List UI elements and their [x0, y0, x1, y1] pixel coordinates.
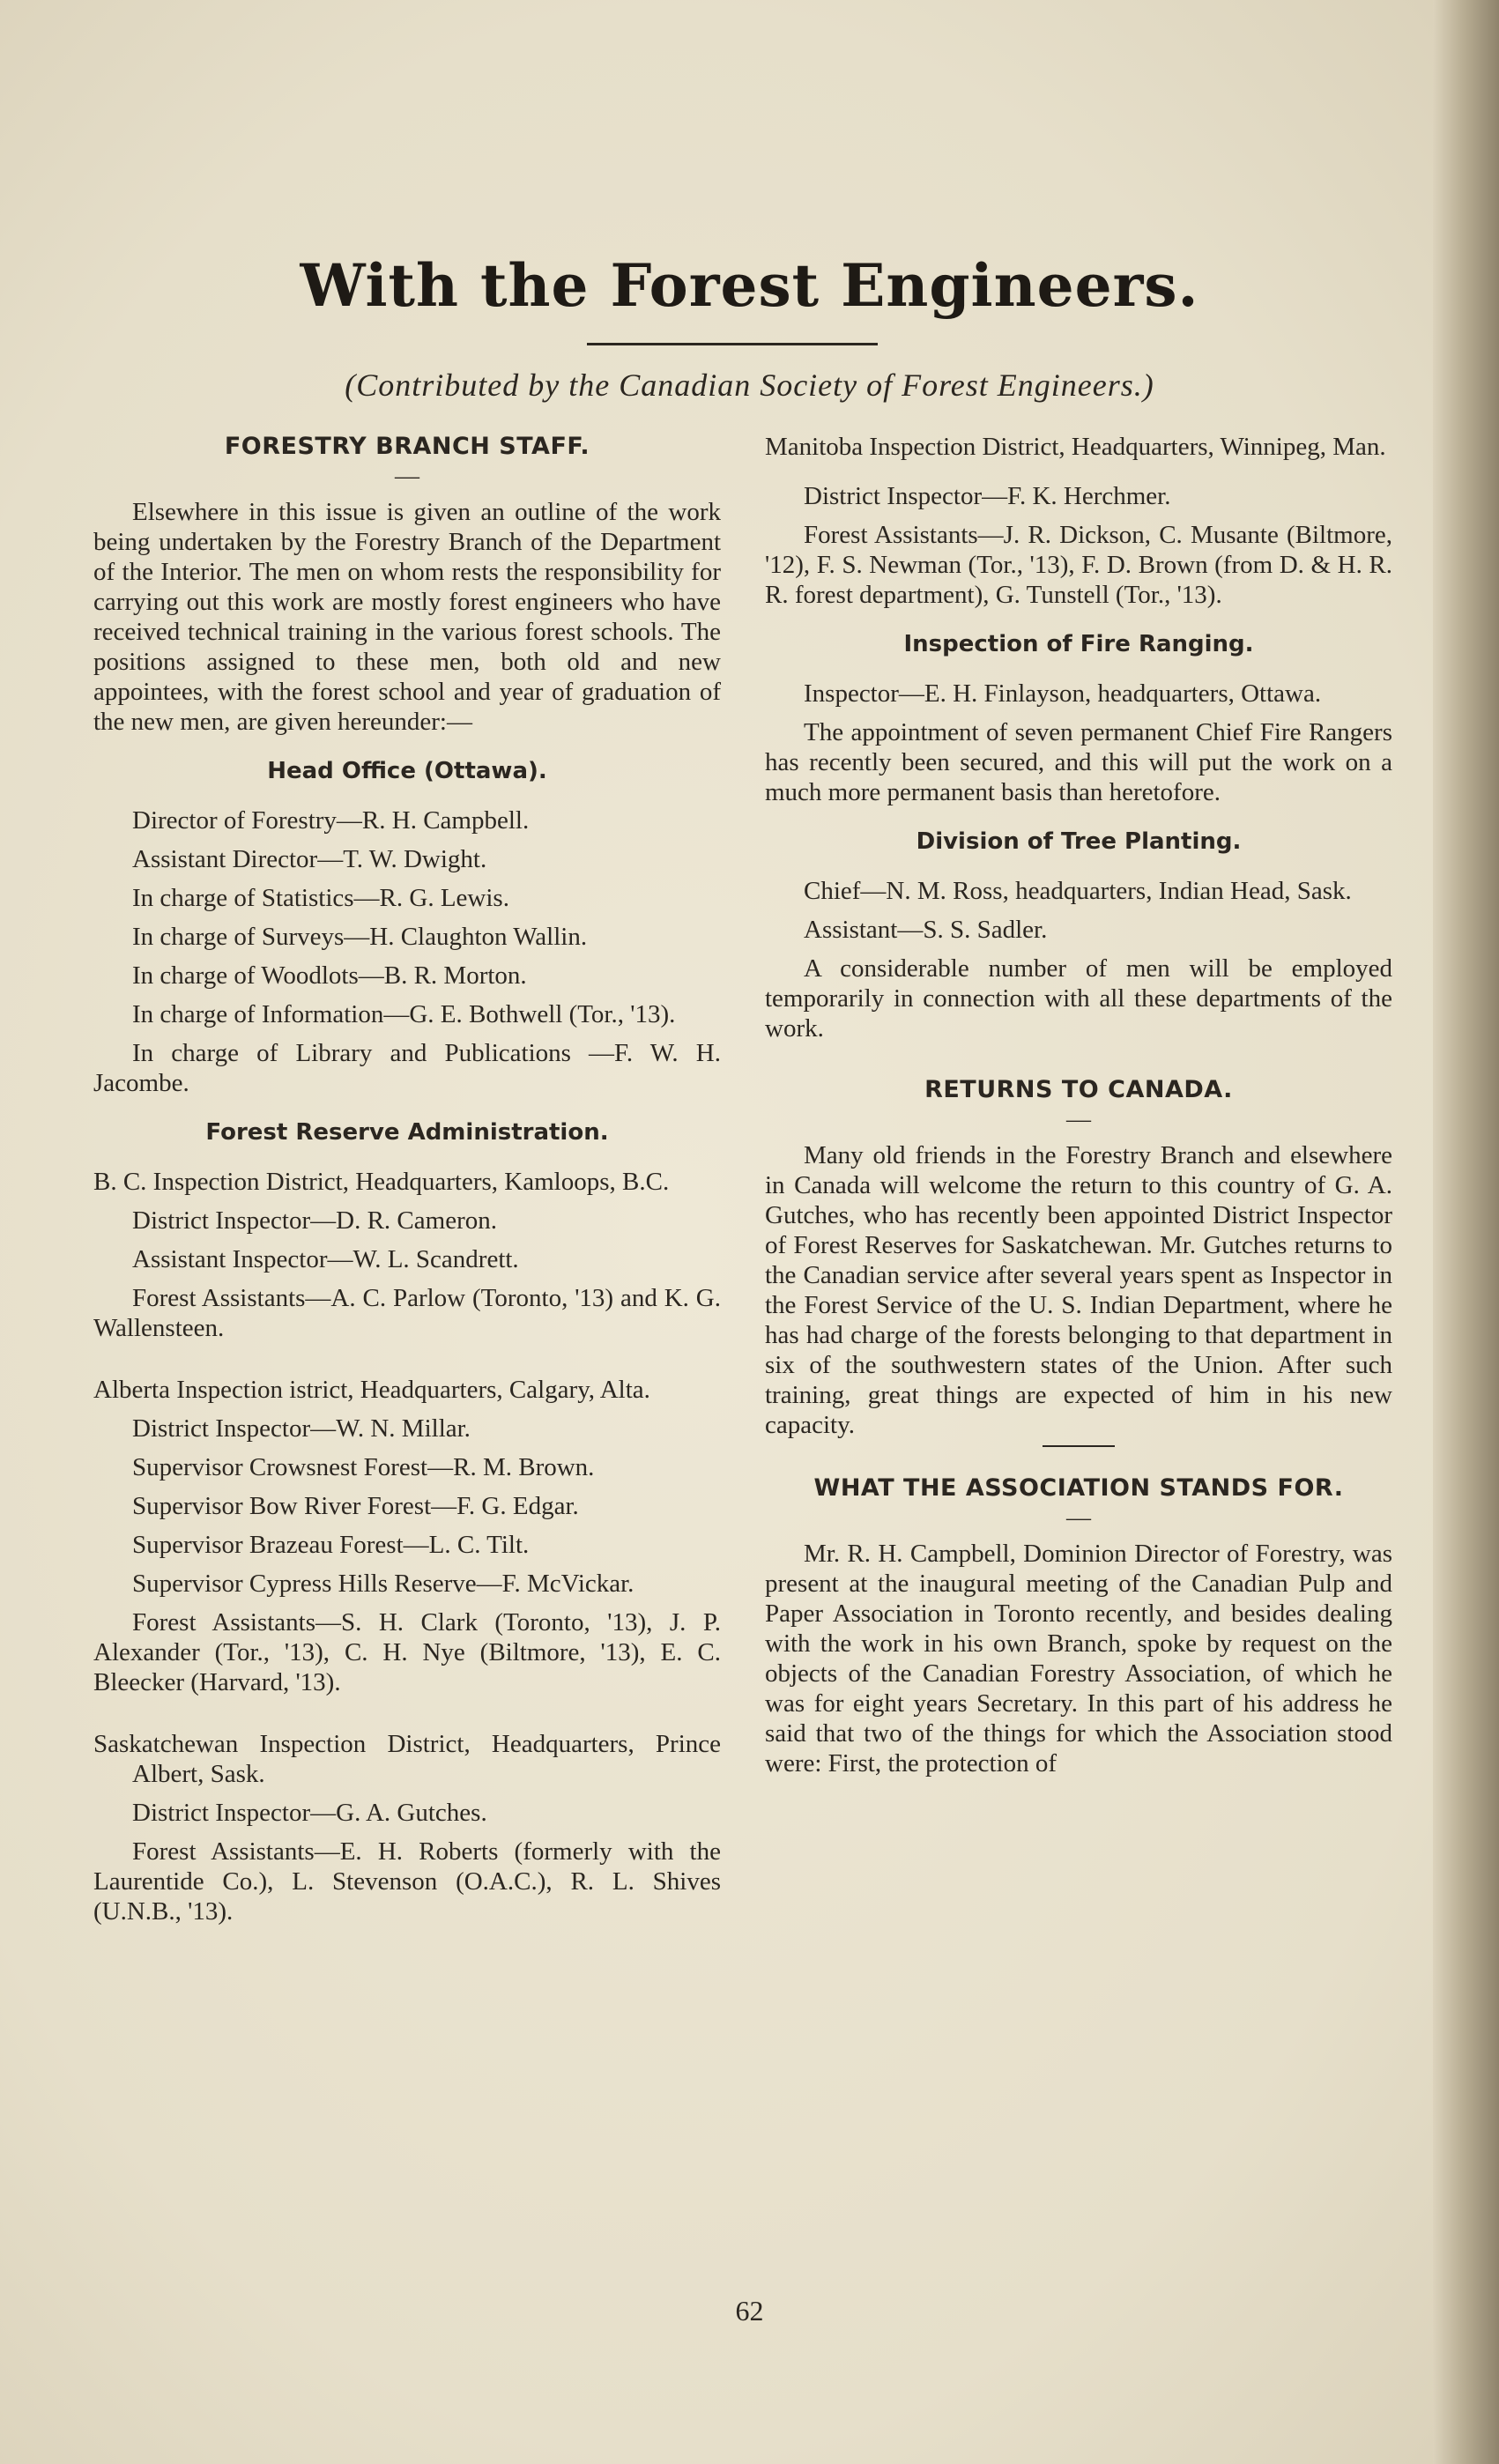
intro-paragraph: Elsewhere in this issue is given an outline of the work being undertaken by the Forestry Branch of the Department of the Interior. The men on whom rests the responsibility for carrying out this work are mostly forest engineers who have received technical training in the various forest schools. The positions assigned to these men, both old and new appointees, with the forest school and year of graduation of the new men, are given hereunder:— [93, 498, 721, 736]
alberta-entry: Supervisor Brazeau Forest—L. C. Tilt. [132, 1531, 530, 1559]
sask-entry: District Inspector—G. A. Gutches. [132, 1799, 487, 1827]
fire-entry: Inspector—E. H. Finlayson, headquarters, Ottawa. [804, 679, 1322, 708]
head-office-entry: In charge of Surveys—H. Claughton Wallin. [132, 923, 588, 951]
head-office-entry: In charge of Statistics—R. G. Lewis. [132, 884, 509, 912]
alberta-entry: District Inspector—W. N. Millar. [132, 1414, 471, 1443]
title-rule [587, 343, 878, 345]
page-number: 62 [735, 2295, 764, 2327]
bc-entry: District Inspector—D. R. Cameron. [132, 1206, 497, 1235]
tree-entry: Assistant—S. S. Sadler. [804, 916, 1048, 944]
returns-paragraph: Many old friends in the Forestry Branch and elsewhere in Canada will welcome the return to this country of G. A. Gutches, who has recently been appointed District Inspector of Forest Reserves for Saskatchewan. Mr. Gutches returns to the Canadian service after several years spent as Inspector in the Forest Service of the U. S. Indian Department, where he has had charge of the forests belonging to that department in six of the southwestern states of the Union. After such training, great things are expected of him in his new capacity. [765, 1141, 1392, 1439]
subtitle: (Contributed by the Canadian Society of Forest Engineers.) [345, 367, 1154, 403]
section-rule [1043, 1445, 1115, 1447]
alberta-entry: Forest Assistants—S. H. Clark (Toronto, '13), J. P. Alexander (Tor., '13), C. H. Nye (Biltmore, '13), E. C. Bleecker (Harvard, '13). [93, 1608, 721, 1696]
heading-forest-reserve-administration: Forest Reserve Administration. [205, 1119, 609, 1146]
right-column [765, 432, 1392, 1778]
heading-association: WHAT THE ASSOCIATION STANDS FOR. [813, 1474, 1344, 1502]
heading-tree-planting: Division of Tree Planting. [916, 828, 1242, 855]
head-office-entry: Assistant Director—T. W. Dwight. [132, 845, 487, 873]
alberta-entry: Supervisor Bow River Forest—F. G. Edgar. [132, 1492, 579, 1520]
head-office-entry: In charge of Information—G. E. Bothwell (Tor., '13). [132, 1000, 676, 1028]
separator-dash: — [395, 463, 419, 490]
heading-returns-to-canada: RETURNS TO CANADA. [924, 1076, 1233, 1103]
tree-entry: Chief—N. M. Ross, headquarters, Indian Head, Sask. [804, 877, 1352, 905]
separator-dash: — [1066, 1106, 1091, 1133]
head-office-entry: Director of Forestry—R. H. Campbell. [132, 806, 530, 835]
tree-entry: A considerable number of men will be employed temporarily in connection with all these departments of the work. [765, 954, 1392, 1043]
manitoba-entry: District Inspector—F. K. Herchmer. [804, 482, 1171, 510]
sask-entry: Forest Assistants—E. H. Roberts (formerly with the Laurentide Co.), L. Stevenson (O.A.C.), R. L. Shives (U.N.B., '13). [93, 1837, 721, 1926]
association-paragraph: Mr. R. H. Campbell, Dominion Director of Forestry, was present at the inaugural meeting of the Canadian Pulp and Paper Association in Toronto recently, and besides dealing with the work in his own Branch, spoke by request on the objects of the Canadian Forestry Association, of which he was for eight years Secretary. In this part of his address he said that two of the things for which the Association stood were: First, the protection of [765, 1540, 1392, 1777]
district-heading-manitoba: Manitoba Inspection District, Headquarters, Winnipeg, Man. [765, 433, 1386, 461]
heading-head-office: Head Office (Ottawa). [267, 758, 547, 784]
head-office-entry: In charge of Woodlots—B. R. Morton. [132, 961, 527, 990]
fire-entry: The appointment of seven permanent Chief Fire Rangers has recently been secured, and this will put the work on a much more permanent basis than heretofore. [765, 718, 1392, 806]
alberta-entry: Supervisor Crowsnest Forest—R. M. Brown. [132, 1453, 595, 1481]
manitoba-entry: Forest Assistants—J. R. Dickson, C. Musante (Biltmore, '12), F. S. Newman (Tor., '13), F. D. Brown (from D. & H. R. R. forest department), G. Tunstell (Tor., '13). [765, 521, 1392, 609]
bc-entry: Forest Assistants—A. C. Parlow (Toronto, '13) and K. G. Wallensteen. [93, 1284, 721, 1342]
heading-fire-ranging: Inspection of Fire Ranging. [903, 631, 1254, 657]
district-heading-alberta: Alberta Inspection istrict, Headquarters, Calgary, Alta. [93, 1376, 650, 1404]
district-heading-bc: B. C. Inspection District, Headquarters, Kamloops, B.C. [93, 1168, 670, 1196]
page-title: With the Forest Engineers. [300, 251, 1199, 320]
heading-forestry-branch-staff: FORESTRY BRANCH STAFF. [224, 433, 590, 460]
left-column [93, 432, 721, 1926]
alberta-entry: Supervisor Cypress Hills Reserve—F. McVickar. [132, 1570, 634, 1598]
separator-dash: — [1066, 1504, 1091, 1532]
district-heading-saskatchewan: Saskatchewan Inspection District, Headquarters, Prince Albert, Sask. [93, 1730, 721, 1788]
head-office-entry: In charge of Library and Publications —F. W. H. Jacombe. [93, 1039, 721, 1097]
bc-entry: Assistant Inspector—W. L. Scandrett. [132, 1245, 519, 1273]
